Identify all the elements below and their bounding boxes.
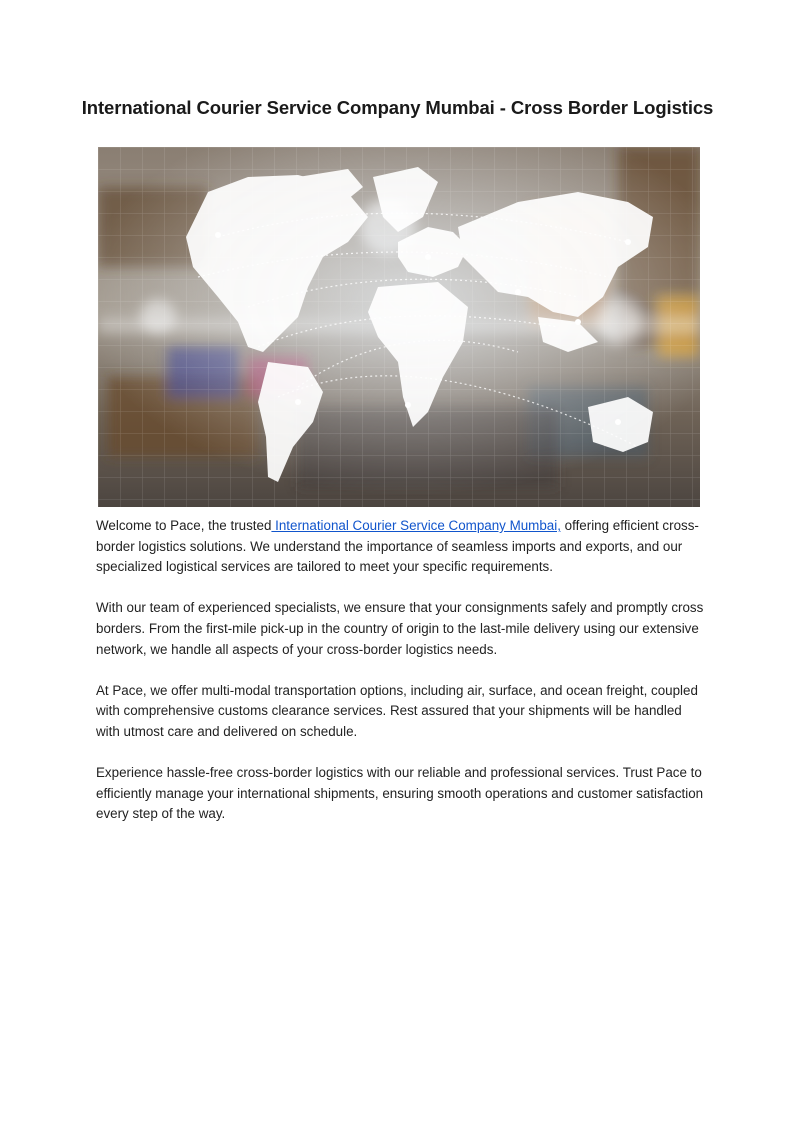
transport-paragraph: At Pace, we offer multi-modal transportation options, including air, surface, and ocean freight, coupled with comprehensive customs clearance services. Rest assured that your shipments will be handled with utmost care and delivered on schedule. — [96, 682, 698, 739]
courier-service-link[interactable]: International Courier Service Company Mumbai, — [271, 518, 561, 533]
closing-paragraph: Experience hassle-free cross-border logistics with our reliable and professional services. Trust Pace to efficiently manage your international shipments, ensuring smooth operations and customer satisfaction every step of the way. — [96, 765, 704, 822]
article-body — [96, 516, 706, 846]
intro-text: Welcome to Pace, the trusted — [96, 518, 272, 533]
intro-continuation: offering efficient cross-border logistics solutions. We understand the importance of seamless imports and exports, and our specialized logistical services are tailored to meet your specific requirements. — [96, 518, 699, 575]
specialists-paragraph: With our team of experienced specialists, we ensure that your consignments safely and promptly cross borders. From the first-mile pick-up in the country of origin to the last-mile delivery using our extensive network, we handle all aspects of your cross-border logistics needs. — [96, 600, 704, 657]
world-map-logistics-image — [98, 147, 700, 507]
page-title: International Courier Service Company Mumbai - Cross Border Logistics — [81, 97, 714, 118]
intro-paragraph — [96, 516, 706, 578]
